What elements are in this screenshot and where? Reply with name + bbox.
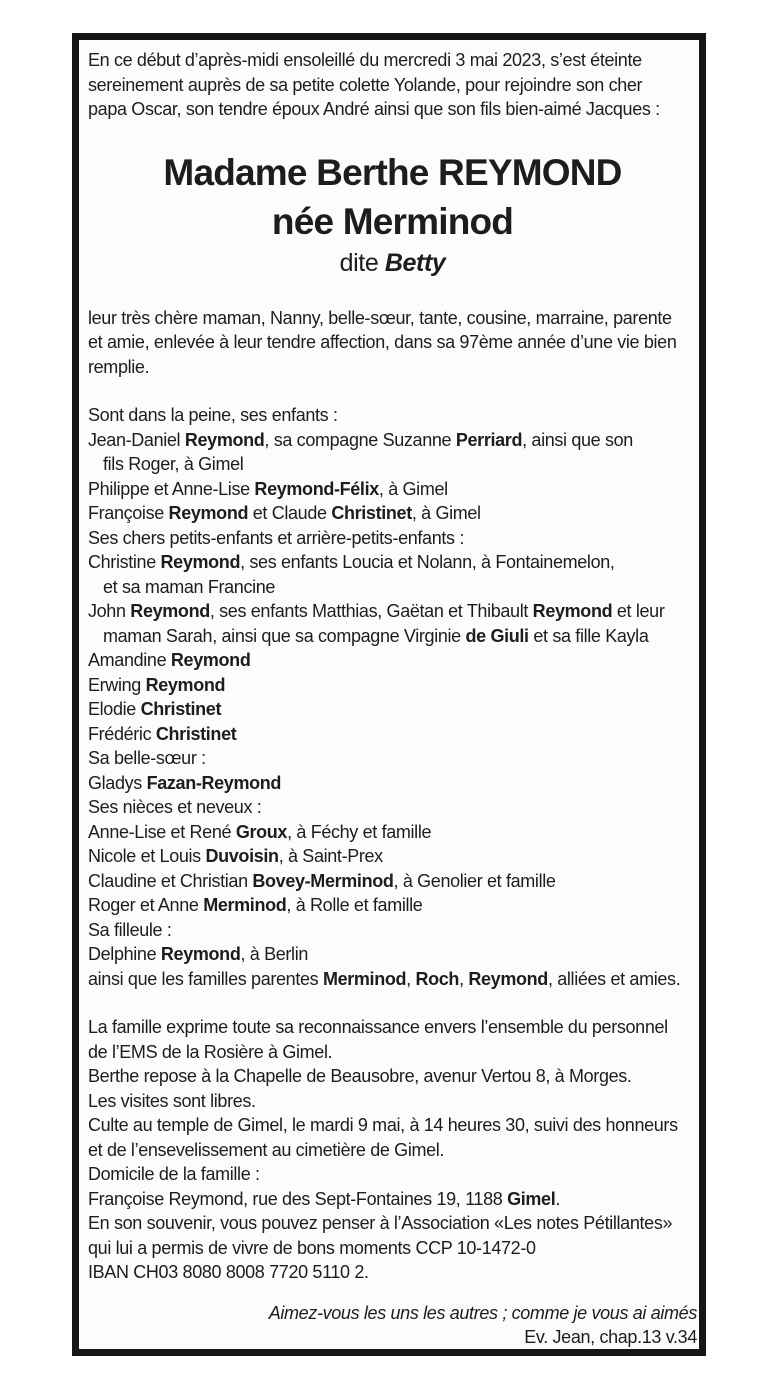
scripture-reference: Ev. Jean, chap.13 v.34 [524, 1327, 697, 1347]
scripture-quote: Aimez-vous les uns les autres ; comme je vous ai aimés [268, 1302, 697, 1323]
text-line: sereinement auprès de sa petite colette Yolande, pour rejoindre son cher [88, 74, 643, 95]
text-line: Berthe repose à la Chapelle de Beausobre, avenur Vertou 8, à Morges. [88, 1066, 632, 1086]
nickname-line [88, 246, 697, 280]
practical-info-paragraph [88, 1015, 697, 1285]
maiden-name: née Merminod [271, 200, 514, 242]
text-line: En son souvenir, vous pouvez penser à l’Association «Les notes Pétillantes» [88, 1213, 673, 1233]
text-line: Ses chers petits-enfants et arrière-petits-enfants : [88, 527, 464, 548]
text-line: papa Oscar, son tendre époux André ainsi que son fils bien-aimé Jacques : [88, 99, 660, 119]
text-line: Roger et Anne Merminod, à Rolle et famille [88, 895, 423, 915]
text-line: fils Roger, à Gimel [103, 454, 244, 474]
nickname: Betty [384, 248, 446, 277]
text-line: Christine Reymond, ses enfants Loucia et Nolann, à Fontainemelon, [88, 552, 615, 572]
text-line: Erwing Reymond [88, 674, 226, 695]
scripture-quote-block [88, 1301, 697, 1350]
text-line: qui lui a permis de vivre de bons moments CCP 10-1472-0 [88, 1237, 536, 1258]
text-line: et amie, enlevée à leur tendre affection, dans sa 97ème année d’une vie bien [88, 332, 677, 352]
family-list [88, 403, 697, 991]
text-line: Philippe et Anne-Lise Reymond-Félix, à Gimel [88, 478, 448, 499]
text-line: Anne-Lise et René Groux, à Féchy et famille [88, 821, 432, 842]
text-line: IBAN CH03 8080 8008 7720 5110 2. [88, 1262, 369, 1282]
text-line: ainsi que les familles parentes Merminod, Roch, Reymond, alliées et amies. [88, 968, 681, 989]
text-line: En ce début d’après-midi ensoleillé du mercredi 3 mai 2023, s’est éteinte [88, 50, 642, 70]
text-line: Amandine Reymond [88, 650, 251, 670]
text-line: Jean-Daniel Reymond, sa compagne Suzanne Perriard, ainsi que son [88, 429, 633, 450]
text-line: Sa filleule : [88, 919, 172, 940]
dite-label: dite [339, 248, 385, 277]
intro-paragraph [88, 48, 697, 122]
text-line: Nicole et Louis Duvoisin, à Saint-Prex [88, 846, 383, 866]
tribute-paragraph [88, 306, 697, 380]
text-line: Elodie Christinet [88, 699, 222, 719]
text-line: de l’EMS de la Rosière à Gimel. [88, 1041, 333, 1062]
text-line: et sa maman Francine [103, 576, 276, 597]
text-line: Sont dans la peine, ses enfants : [88, 405, 338, 425]
text-line: Françoise Reymond, rue des Sept-Fontaines 19, 1188 Gimel. [88, 1188, 561, 1209]
text-line: Sa belle-sœur : [88, 748, 206, 768]
text-line: et de l’ensevelissement au cimetière de Gimel. [88, 1139, 445, 1160]
text-line: La famille exprime toute sa reconnaissance envers l’ensemble du personnel [88, 1017, 668, 1037]
text-line: Frédéric Christinet [88, 723, 237, 744]
text-line: Françoise Reymond et Claude Christinet, à Gimel [88, 503, 481, 523]
obituary-notice-frame [72, 33, 706, 1356]
text-line: Culte au temple de Gimel, le mardi 9 mai, à 14 heures 30, suivi des honneurs [88, 1115, 678, 1135]
text-line: Domicile de la famille : [88, 1164, 260, 1184]
text-line: leur très chère maman, Nanny, belle-sœur, tante, cousine, marraine, parente [88, 307, 672, 328]
text-line: Claudine et Christian Bovey-Merminod, à Genolier et famille [88, 870, 556, 891]
text-line: Ses nièces et neveux : [88, 797, 262, 817]
text-line: Delphine Reymond, à Berlin [88, 944, 309, 964]
text-line: Les visites sont libres. [88, 1090, 256, 1111]
text-line: remplie. [88, 356, 150, 377]
text-line: John Reymond, ses enfants Matthias, Gaëtan et Thibault Reymond et leur [88, 601, 665, 621]
deceased-name: Madame Berthe REYMOND [163, 151, 622, 193]
title-block [88, 148, 697, 280]
text-line: Gladys Fazan-Reymond [88, 772, 282, 793]
text-line: maman Sarah, ainsi que sa compagne Virginie de Giuli et sa fille Kayla [103, 625, 649, 646]
